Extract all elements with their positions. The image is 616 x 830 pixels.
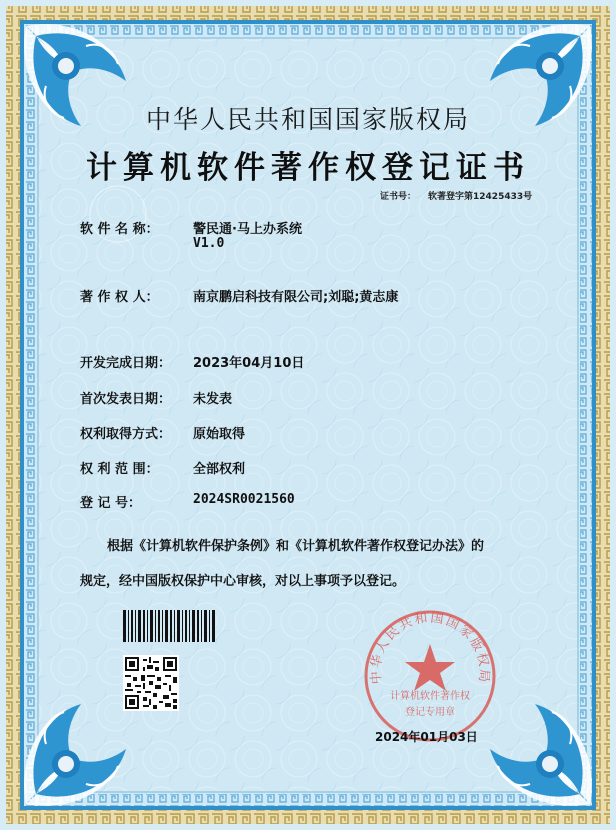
field-value-software-name: 警民通·马上办系统 [193,222,302,237]
seal-star-icon [405,644,455,691]
barcode [123,610,215,642]
field-value-copyright-owner: 南京鹏启科技有限公司;刘聪;黄志康 [193,290,399,305]
statement-line-2: 规定，经中国版权保护中心审核，对以上事项予以登记。 [80,574,406,589]
seal-arc-text: 中华人民共和国国家版权局 [368,610,492,685]
official-seal [360,606,500,746]
issue-date: 2024年01月03日 [375,730,478,744]
field-label-acquisition-method: 权利取得方式： [80,427,172,442]
field-value-rights-scope: 全部权利 [193,462,246,477]
field-value-registration-number: 2024SR0021560 [193,492,295,507]
issuer-name: 中华人民共和国国家版权局 [145,105,470,134]
qr-code [123,655,179,711]
field-label-completion-date: 开发完成日期： [80,356,172,371]
field-label-first-publish-date: 首次发表日期： [80,392,172,407]
field-label-registration-number: 登 记 号： [80,496,142,511]
field-value-acquisition-method: 原始取得 [193,427,246,442]
field-value-version: V1.0 [193,236,225,251]
field-label-software-name: 软 件 名 称： [80,222,159,237]
document-title: 计算机软件著作权登记证书 [86,150,530,186]
field-label-rights-scope: 权 利 范 围： [80,462,159,477]
certificate-number [380,189,532,202]
certificate-number-label: 证书号： [380,192,417,202]
seal-inner-line-2: 登记专用章 [405,707,455,718]
field-label-copyright-owner: 著 作 权 人： [80,290,159,305]
certificate-number-value: 软著登字第12425433号 [428,192,533,202]
field-value-completion-date: 2023年04月10日 [193,356,305,371]
statement-line-1: 根据《计算机软件保护条例》和《计算机软件著作权登记办法》的 [107,539,485,554]
field-value-first-publish-date: 未发表 [193,392,233,407]
seal-inner-line-1: 计算机软件著作权 [390,691,470,702]
